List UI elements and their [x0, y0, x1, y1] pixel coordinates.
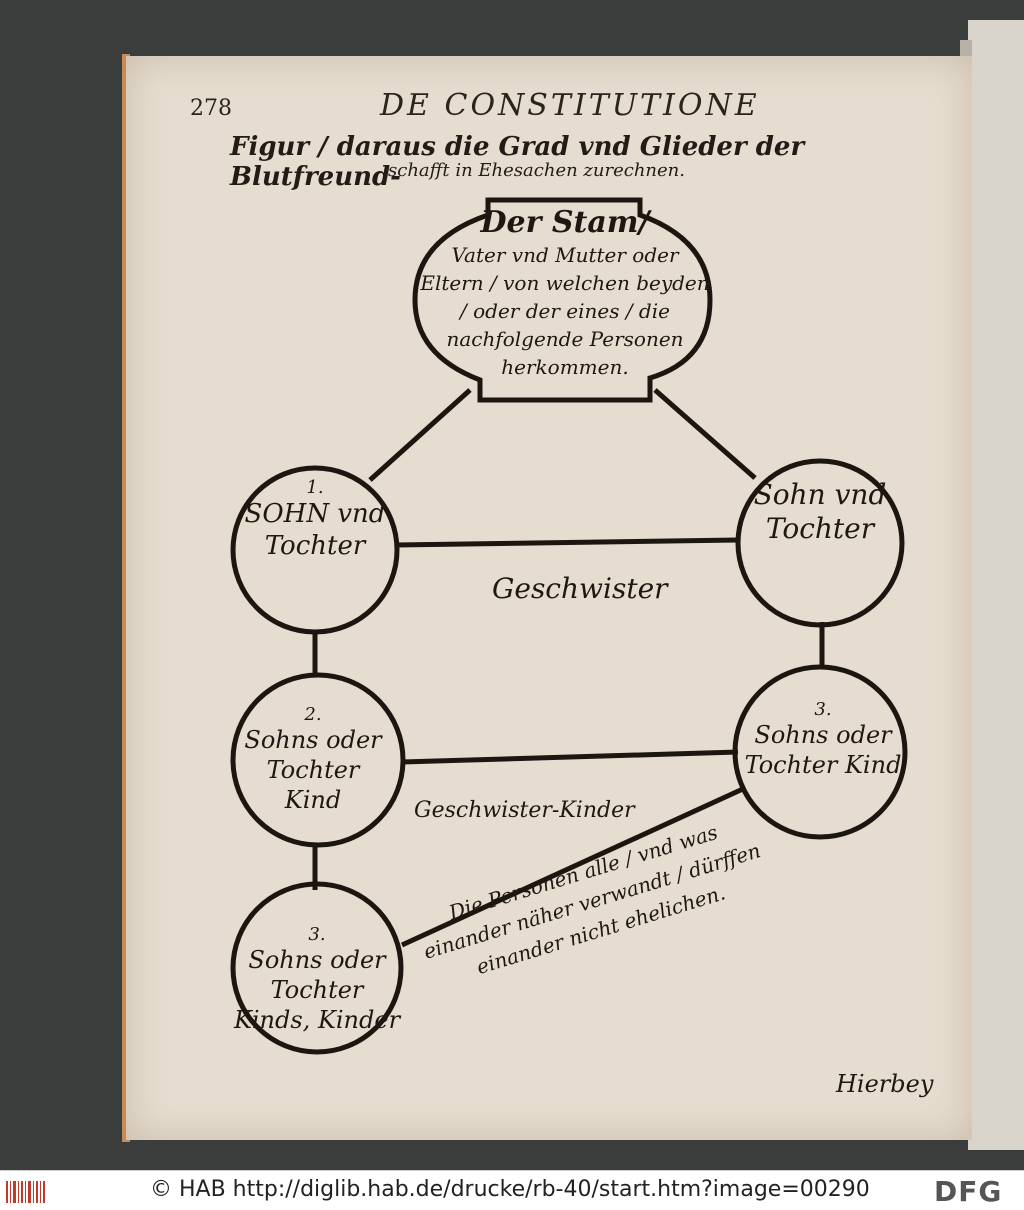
figure-caption-line1: Figur / daraus die Grad vnd Glieder der Blutfreund-	[230, 132, 805, 192]
source-link[interactable]: © HAB http://diglib.hab.de/drucke/rb-40/start.htm?image=00290	[150, 1177, 870, 1202]
node-label: Sohns oder Tochter Kind	[744, 721, 902, 779]
viewer-footer	[0, 1170, 1024, 1210]
page-number: 278	[190, 96, 232, 121]
root-title: Der Stam/	[480, 205, 650, 240]
node-second-left-text	[238, 705, 388, 815]
root-description: Vater vnd Mutter oder Eltern / von welchen beyden / oder der eines / die nachfolgende Personen herkommen.	[420, 243, 710, 379]
root-node-text	[420, 205, 710, 381]
marriage-note: Die Personen alle / vnd was einander näher verwandt / dürffen einander nicht ehelichen.	[420, 819, 764, 979]
node-second-right-text	[738, 700, 908, 780]
siblings-label: Geschwister	[492, 572, 668, 605]
node-label: Sohns oder Tochter Kind	[244, 726, 382, 814]
line-siblings	[396, 540, 738, 545]
catchword: Hierbey	[836, 1070, 934, 1098]
node-number: 3.	[308, 924, 326, 945]
node-number: 3.	[814, 699, 832, 720]
node-number: 1.	[306, 477, 324, 498]
node-third-left-text	[232, 925, 402, 1035]
siblings-children-label: Geschwister-Kinder	[414, 798, 635, 823]
node-first-right-text	[740, 478, 900, 546]
running-title: DE CONSTITUTIONE	[380, 88, 760, 123]
node-first-left-text	[240, 478, 390, 562]
barcode-icon	[6, 1179, 46, 1205]
node-label: Sohns oder Tochter Kinds, Kinder	[233, 946, 401, 1034]
node-number: 2.	[304, 704, 322, 725]
line-root-right	[655, 390, 755, 478]
node-label: Sohn vnd Tochter	[753, 478, 887, 545]
line-root-left	[370, 390, 470, 480]
dfg-logo: DFG	[934, 1175, 1003, 1208]
node-label: SOHN vnd Tochter	[244, 499, 386, 561]
line-cousins	[402, 752, 738, 762]
figure-caption-line2: schafft in Ehesachen zurechnen.	[388, 160, 685, 181]
